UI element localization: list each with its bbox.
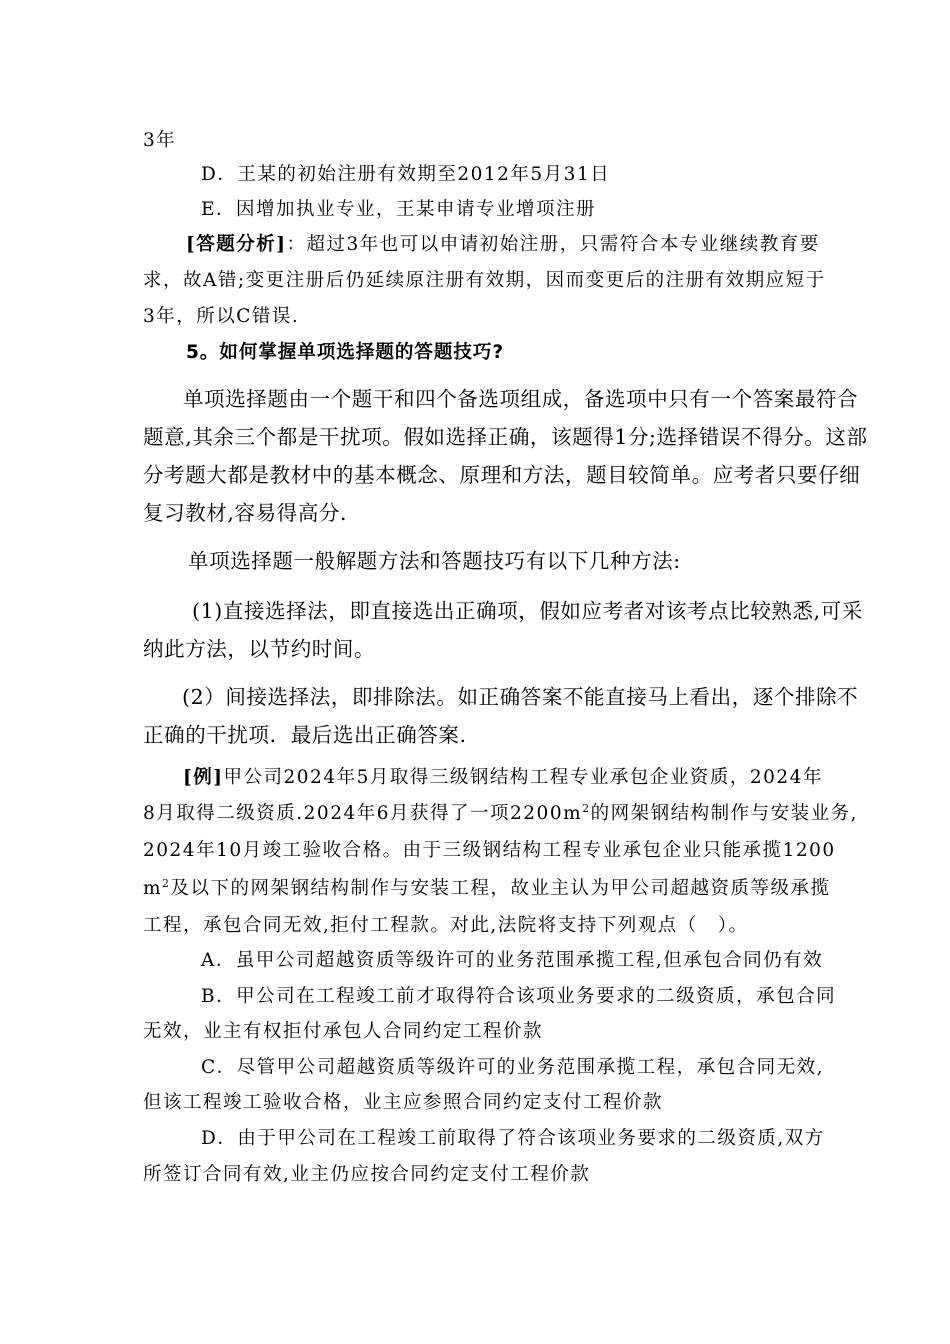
paragraph-line: 单项选择题一般解题方法和答题技巧有以下几种方法: [188, 549, 681, 573]
option-a: A．虽甲公司超越资质等级许可的业务范围承揽工程,但承包合同仍有效 [201, 950, 824, 971]
option-c-cont: 但该工程竣工验收合格，业主应参照合同约定支付工程价款 [143, 1092, 664, 1113]
paragraph-line: 单项选择题由一个题干和四个备选项组成，备选项中只有一个答案最符合 [183, 387, 859, 411]
text-line: 求，故A错;变更注册后仍延续原注册有效期，因而变更后的注册有效期应短于 [143, 270, 826, 291]
option-d-line: D．王某的初始注册有效期至2012年5月31日 [201, 164, 611, 185]
method-line: (1)直接选择法，即直接选出正确项，假如应考者对该考点比较熟悉,可采 [192, 599, 863, 623]
paragraph-line: 复习教材,容易得高分. [143, 501, 348, 525]
section-heading: 5。如何掌握单项选择题的答题技巧? [186, 342, 505, 363]
option-d: D．由于甲公司在工程竣工前取得了符合该项业务要求的二级资质,双方 [201, 1128, 825, 1149]
paragraph-line: 分考题大都是教材中的基本概念、原理和方法，题目较简单。应考者只要仔细 [143, 463, 861, 487]
example-line [183, 763, 823, 789]
superscript: 2 [162, 876, 171, 890]
analysis-label: [答题分析] [186, 234, 287, 255]
analysis-line [186, 230, 820, 256]
example-line: 工程，承包合同无效,拒付工程款。对此,法院将支持下列观点（ ）。 [143, 915, 749, 936]
example-text: 甲公司2024年5月取得三级钢结构工程专业承包企业资质，2024年 [223, 767, 823, 788]
example-line: 2024年10月竣工验收合格。由于三级钢结构工程专业承包企业只能承揽1200 [143, 840, 836, 861]
option-b: B．甲公司在工程竣工前才取得符合该项业务要求的二级资质，承包合同 [201, 986, 837, 1007]
analysis-text: ：超过3年也可以申请初始注册，只需符合本专业继续教育要 [286, 234, 820, 255]
method-line: 正确的干扰项．最后选出正确答案. [143, 723, 467, 747]
paragraph-line: 题意,其余三个都是干扰项。假如选择正确，该题得1分;选择错误不得分。这部 [143, 425, 868, 449]
example-label: [例] [183, 767, 224, 788]
example-line: 8月取得二级资质.2024年6月获得了一项$2200m^2$的网架钢结构制作与安装业务, [143, 801, 859, 824]
example-line: $m^2$及以下的网架钢结构制作与安装工程，故业主认为甲公司超越资质等级承揽 [143, 876, 831, 899]
method-line: (2）间接选择法，即排除法。如正确答案不能直接马上看出，逐个排除不 [182, 685, 859, 709]
option-e-line: E．因增加执业专业，王某申请专业增项注册 [201, 199, 597, 220]
option-d-cont: 所签订合同有效,业主仍应按合同约定支付工程价款 [143, 1164, 591, 1185]
option-c: C．尽管甲公司超越资质等级许可的业务范围承揽工程，承包合同无效, [201, 1057, 825, 1078]
method-line: 纳此方法，以节约时间。 [143, 637, 376, 661]
superscript: 2 [582, 801, 591, 815]
text-line: 3年 [143, 130, 177, 151]
text-line: 3年，所以C错误. [143, 306, 300, 327]
option-b-cont: 无效，业主有权拒付承包人合同约定工程价款 [143, 1021, 544, 1042]
